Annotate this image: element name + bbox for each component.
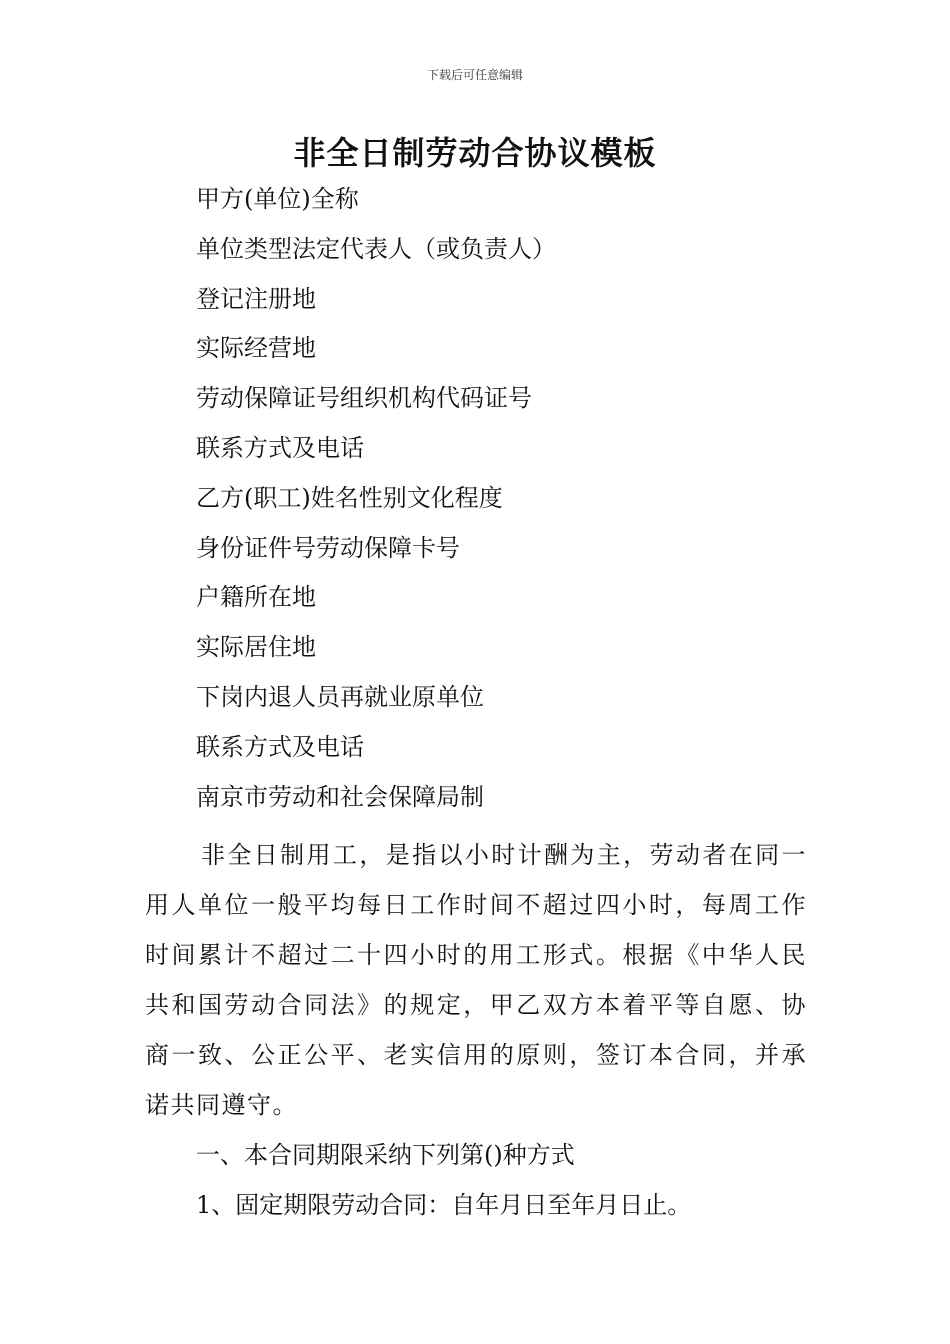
field-party-a-name: 甲方(单位)全称 (196, 185, 359, 213)
field-id-number: 身份证件号劳动保障卡号 (196, 533, 460, 562)
field-party-a-contact: 联系方式及电话 (196, 433, 364, 462)
field-party-b-name: 乙方(职工)姓名性别文化程度 (196, 483, 503, 512)
field-former-unit: 下岗内退人员再就业原单位 (196, 682, 484, 711)
document-title: 非全日制劳动合协议模板 (293, 134, 657, 172)
field-residence: 实际居住地 (196, 633, 316, 662)
field-registered-address: 登记注册地 (196, 284, 316, 313)
clause-item-1: 1、固定期限劳动合同：自年月日至年月日止。 (196, 1191, 692, 1219)
field-labor-security-number: 劳动保障证号组织机构代码证号 (196, 384, 532, 413)
intro-paragraph: 非全日制用工，是指以小时计酬为主，劳动者在同一用人单位一般平均每日工作时间不超过四小时，每周工作时间累计不超过二十四小时的用工形式。根据《中华人民共和国劳动合同法》的规定，甲乙双方本着平等自愿、协商一致、公正公平、老实信用的原则，签订本合同，并承诺共同遵守。 (145, 841, 807, 1119)
field-issuer: 南京市劳动和社会保障局制 (196, 782, 484, 811)
party-fields (196, 182, 816, 829)
contract-body (145, 830, 807, 1230)
header-note: 下载后可任意编辑 (426, 68, 523, 82)
field-business-address: 实际经营地 (196, 334, 316, 363)
field-household-registration: 户籍所在地 (196, 583, 316, 612)
field-unit-type-representative: 单位类型法定代表人（或负责人） (196, 234, 556, 263)
field-party-b-contact: 联系方式及电话 (196, 732, 364, 761)
clause-heading: 一、本合同期限采纳下列第()种方式 (196, 1141, 575, 1169)
